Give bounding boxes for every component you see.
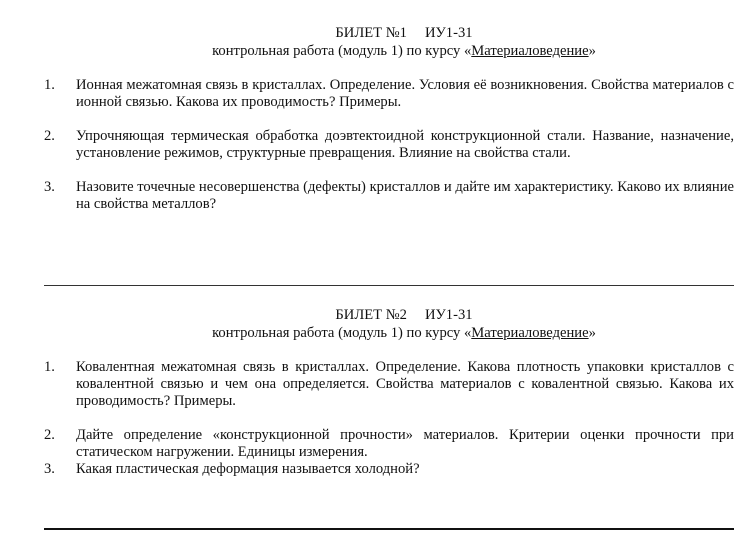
question-item — [44, 461, 734, 478]
course-quote-open: « — [463, 325, 472, 341]
ticket-divider — [44, 285, 734, 286]
question-list — [44, 359, 734, 478]
ticket-2 — [44, 306, 734, 478]
question-number: 2. — [44, 427, 55, 443]
ticket-subtitle — [74, 42, 734, 60]
ticket-title: БИЛЕТ №2 — [335, 307, 407, 323]
course-quote-close: » — [588, 43, 596, 59]
question-item — [44, 427, 734, 461]
course-name: Материаловедение — [471, 325, 589, 341]
question-text: Назовите точечные несовершенства (дефекты) кристаллов и дайте им характеристику. Каково их влияние на свойства металлов? — [76, 179, 734, 212]
course-name: Материаловедение — [471, 43, 589, 59]
bottom-divider — [44, 528, 734, 530]
ticket-subtitle — [74, 324, 734, 342]
question-number: 1. — [44, 77, 55, 93]
question-text: Какая пластическая деформация называется холодной? — [76, 461, 420, 477]
ticket-1 — [44, 24, 734, 213]
question-number: 1. — [44, 359, 55, 375]
question-number: 3. — [44, 461, 55, 477]
question-number: 3. — [44, 179, 55, 195]
question-item — [44, 179, 734, 213]
ticket-group: ИУ1-31 — [424, 307, 473, 323]
subtitle-prefix: контрольная работа (модуль 1) по курсу — [212, 325, 464, 341]
question-text: Дайте определение «конструкционной прочности» материалов. Критерии оценки прочности при статическом нагружении. Единицы измерения. — [76, 427, 734, 460]
course-quote-open: « — [463, 43, 472, 59]
subtitle-prefix: контрольная работа (модуль 1) по курсу — [212, 43, 464, 59]
ticket-header — [44, 24, 734, 60]
question-list — [44, 77, 734, 213]
question-item — [44, 128, 734, 162]
ticket-group: ИУ1-31 — [424, 25, 473, 41]
ticket-title-line — [74, 24, 734, 42]
ticket-title-line — [74, 306, 734, 324]
ticket-header — [44, 306, 734, 342]
course-quote-close: » — [588, 325, 596, 341]
ticket-title: БИЛЕТ №1 — [335, 25, 407, 41]
question-item — [44, 359, 734, 410]
question-number: 2. — [44, 128, 55, 144]
question-text: Ковалентная межатомная связь в кристаллах. Определение. Какова плотность упаковки кристаллов с ковалентной связью и чем она определяется. Свойства материалов с ковалентной связью. Какова их проводимость? Примеры. — [76, 359, 734, 409]
question-item — [44, 77, 734, 111]
question-text: Ионная межатомная связь в кристаллах. Определение. Условия её возникновения. Свойства материалов с ионной связью. Какова их проводимость? Примеры. — [76, 77, 734, 110]
question-text: Упрочняющая термическая обработка доэвтектоидной конструкционной стали. Название, назначение, установление режимов, структурные превращения. Влияние на свойства стали. — [76, 128, 734, 161]
